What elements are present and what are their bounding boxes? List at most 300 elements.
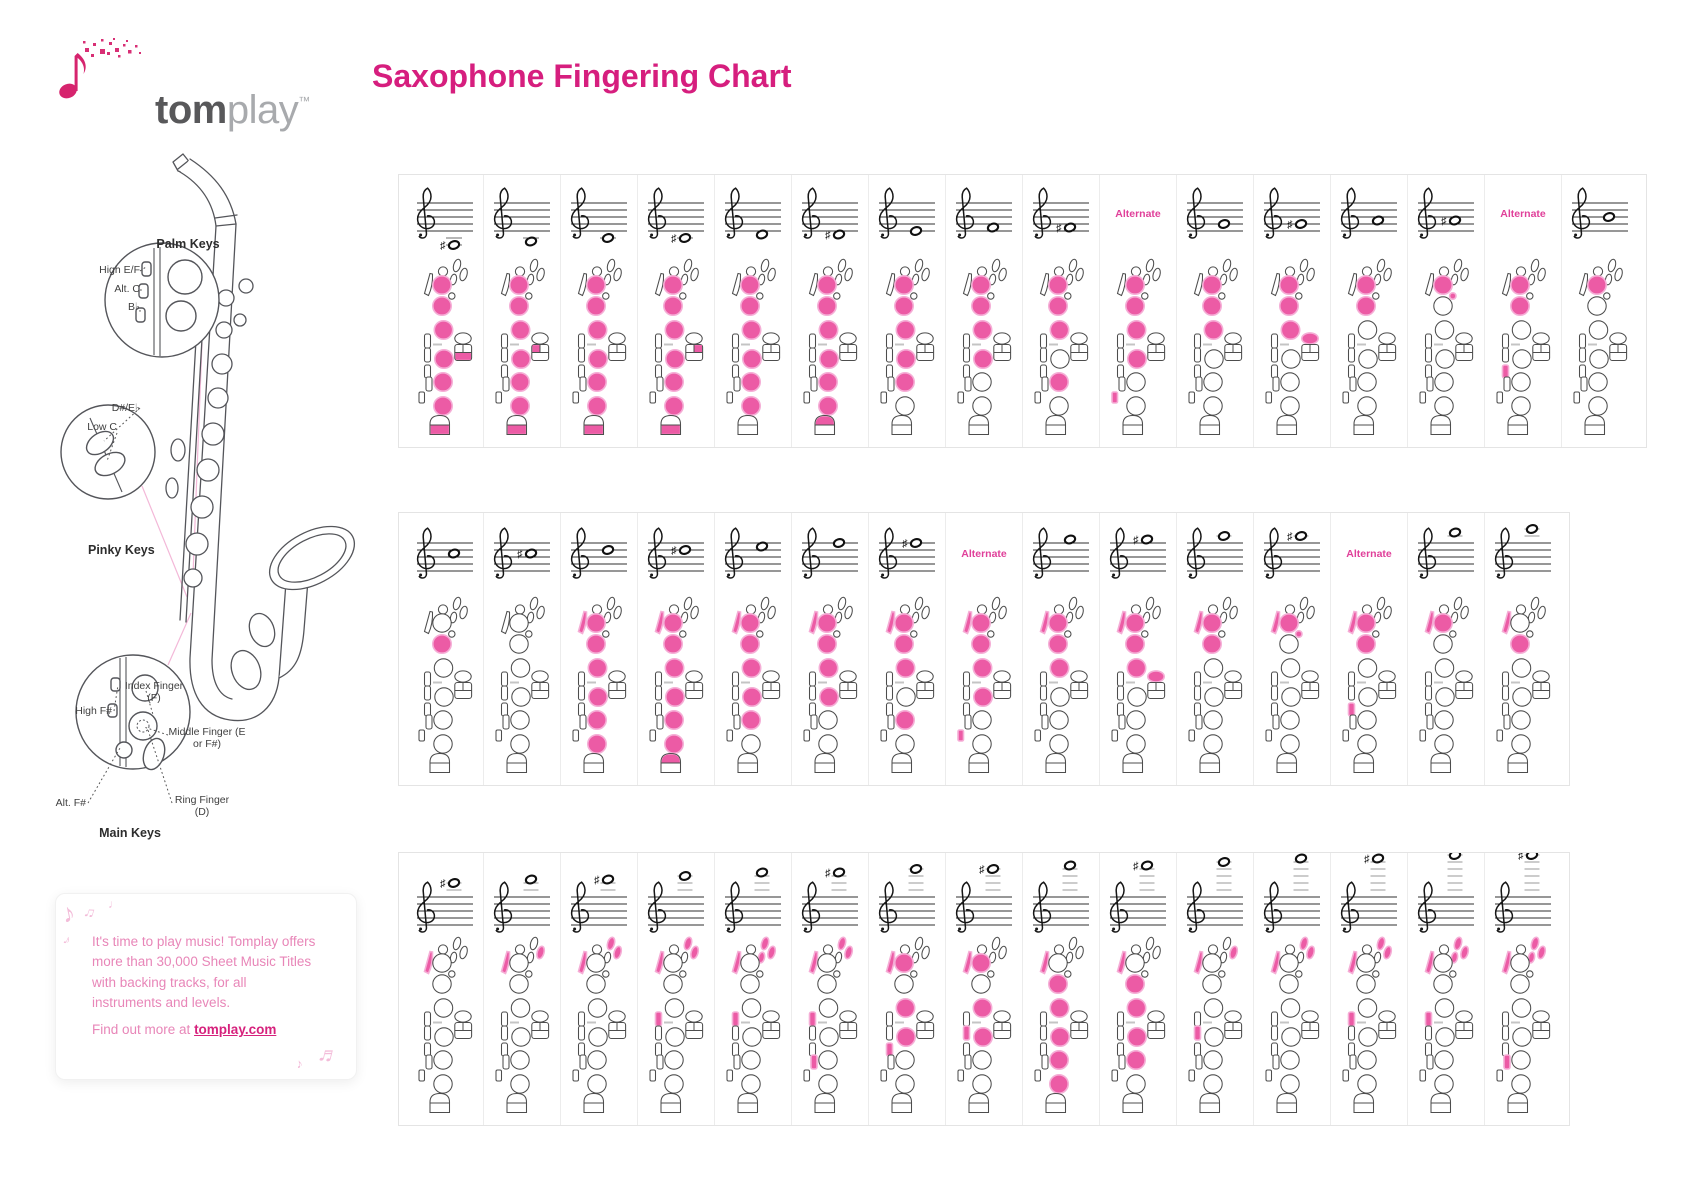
- right-middle-key: [1050, 711, 1068, 729]
- left-ring-key: [1050, 659, 1068, 677]
- gsharp-key: [609, 1011, 625, 1022]
- palm-eb-key: [914, 258, 924, 272]
- right-ring-key: [665, 735, 683, 753]
- label-alt-c: Alt. C: [114, 283, 140, 295]
- alt-fsharp-key: [1189, 392, 1195, 403]
- staff-note: [648, 528, 704, 578]
- octave-vent-key: [1362, 267, 1371, 276]
- left-index-key: [1280, 614, 1298, 632]
- left-index-key: [433, 614, 451, 632]
- palm-d-key: [1460, 605, 1470, 619]
- palm-d-key: [767, 945, 777, 959]
- staff-note: [571, 528, 627, 578]
- side-bb-key: [964, 703, 970, 716]
- side-e-key: [502, 672, 508, 686]
- side-c-key: [1272, 686, 1278, 700]
- staff-note: [725, 867, 781, 932]
- right-ring-key: [1127, 397, 1145, 415]
- side-e-key: [1503, 1012, 1509, 1026]
- octave-key: [1195, 952, 1203, 974]
- bis-key: [1142, 293, 1148, 299]
- staff-note: [725, 528, 781, 578]
- left-middle-key: [587, 975, 605, 993]
- bis-key: [526, 971, 532, 977]
- alt-fsharp-key: [881, 1070, 887, 1081]
- fingering-cell-As4-alt: [1484, 175, 1561, 447]
- palm-d-key: [1152, 267, 1162, 281]
- side-c-key: [579, 1026, 585, 1040]
- octave-vent-key: [977, 945, 986, 954]
- side-e-key: [425, 334, 431, 348]
- side-e-key: [1503, 672, 1509, 686]
- high-fsharp-key: [965, 1055, 971, 1069]
- left-index-key: [972, 276, 990, 294]
- left-ring-key: [896, 659, 914, 677]
- tomplay-logo: [55, 36, 310, 132]
- right-ring-key: [1281, 1075, 1299, 1093]
- palm-d-key: [1614, 267, 1624, 281]
- octave-vent-key: [592, 945, 601, 954]
- right-ring-key: [1358, 735, 1376, 753]
- alt-fsharp-key: [1420, 1070, 1426, 1081]
- side-e-key: [810, 1012, 816, 1026]
- left-ring-key: [511, 999, 529, 1017]
- logo-trademark: ™: [298, 94, 310, 108]
- svg-text:♯: ♯: [1364, 853, 1370, 866]
- staff-note: [1572, 188, 1628, 238]
- palm-eb-key: [1222, 936, 1232, 950]
- right-ring-key: [742, 397, 760, 415]
- gsharp-key: [686, 671, 702, 682]
- right-index-key: [1590, 350, 1608, 368]
- side-e-key: [579, 334, 585, 348]
- left-ring-key: [1204, 321, 1222, 339]
- fingering-cell-B5: [1407, 513, 1484, 785]
- staff-note: [1033, 860, 1089, 932]
- left-ring-key: [896, 999, 914, 1017]
- palm-d-key: [998, 605, 1008, 619]
- gsharp-key: [1533, 1011, 1549, 1022]
- octave-key: [502, 612, 510, 634]
- side-c-key: [964, 1026, 970, 1040]
- right-index-key: [512, 1028, 530, 1046]
- bis-key: [1065, 971, 1071, 977]
- left-index-key: [972, 954, 990, 972]
- octave-key: [656, 612, 664, 634]
- palm-d-key: [1306, 945, 1316, 959]
- left-index-key: [664, 954, 682, 972]
- svg-text:♯: ♯: [1287, 218, 1293, 231]
- side-c-key: [1118, 1026, 1124, 1040]
- low-c-pinky-key: [431, 425, 449, 434]
- gsharp-key: [455, 333, 471, 344]
- staff-note: [1341, 188, 1397, 238]
- side-e-key: [579, 1012, 585, 1026]
- right-middle-key: [1281, 711, 1299, 729]
- fingering-cell-As4: [1407, 175, 1484, 447]
- left-index-key: [741, 614, 759, 632]
- left-index-key: [1203, 614, 1221, 632]
- staff-note: [417, 528, 473, 578]
- palm-d-key: [613, 945, 623, 959]
- high-fsharp-key: [1504, 1055, 1510, 1069]
- octave-key: [425, 274, 433, 296]
- right-middle-key: [973, 711, 991, 729]
- side-c-key: [1195, 348, 1201, 362]
- alt-fsharp-key: [650, 1070, 656, 1081]
- fingering-cell-Ds7: [1484, 853, 1561, 1125]
- tomplay-link[interactable]: tomplay.com: [194, 1022, 277, 1037]
- left-index-key: [433, 276, 451, 294]
- fingering-cell-C4: [560, 175, 637, 447]
- side-c-key: [502, 1026, 508, 1040]
- left-middle-key: [664, 635, 682, 653]
- left-ring-key: [742, 999, 760, 1017]
- side-bb-key: [1041, 1043, 1047, 1056]
- octave-key: [1580, 274, 1588, 296]
- high-fsharp-key: [1350, 377, 1356, 391]
- side-e-key: [964, 672, 970, 686]
- octave-vent-key: [1208, 605, 1217, 614]
- staff-note: [417, 878, 473, 932]
- side-e-key: [1272, 334, 1278, 348]
- gsharp-key: [1302, 671, 1318, 682]
- right-ring-key: [896, 1075, 914, 1093]
- right-middle-key: [1512, 1051, 1530, 1069]
- right-ring-key: [665, 397, 683, 415]
- bis-key: [834, 631, 840, 637]
- left-middle-key: [1357, 635, 1375, 653]
- octave-vent-key: [515, 945, 524, 954]
- octave-key: [810, 952, 818, 974]
- low-bb-key: [455, 353, 471, 360]
- label-middle-finger: Middle Finger (E or F#): [168, 726, 246, 751]
- left-index-key: [1511, 276, 1529, 294]
- octave-key: [887, 612, 895, 634]
- left-middle-key: [510, 975, 528, 993]
- gsharp-key: [532, 1011, 548, 1022]
- fingering-cell-F6: [714, 853, 791, 1125]
- high-fsharp-key: [1042, 715, 1048, 729]
- right-ring-key: [742, 1075, 760, 1093]
- bis-key: [1219, 293, 1225, 299]
- octave-key: [425, 952, 433, 974]
- right-index-key: [1282, 350, 1300, 368]
- left-index-key: [1126, 276, 1144, 294]
- staff-note: [1110, 528, 1166, 578]
- palm-eb-key: [1222, 258, 1232, 272]
- palm-d-key: [690, 945, 700, 959]
- side-e-key: [425, 1012, 431, 1026]
- alt-fsharp-key: [727, 392, 733, 403]
- octave-vent-key: [438, 945, 447, 954]
- bis-key: [1065, 631, 1071, 637]
- octave-vent-key: [1516, 267, 1525, 276]
- palm-d-key: [459, 945, 469, 959]
- right-middle-key: [1127, 711, 1145, 729]
- palm-eb-key: [1145, 258, 1155, 272]
- palm-d-key: [536, 945, 546, 959]
- side-bb-key: [502, 365, 508, 378]
- bis-key: [1219, 631, 1225, 637]
- bis-key: [1527, 631, 1533, 637]
- label-ring-finger: Ring Finger (D): [174, 794, 230, 819]
- side-bb-key: [425, 1043, 431, 1056]
- svg-text:♯: ♯: [440, 239, 446, 252]
- palm-d-key: [921, 267, 931, 281]
- high-fsharp-key: [734, 377, 740, 391]
- alt-fsharp-key: [496, 392, 502, 403]
- octave-key: [887, 952, 895, 974]
- left-ring-key: [1358, 321, 1376, 339]
- palm-d-key: [998, 945, 1008, 959]
- gsharp-key: [1302, 1011, 1318, 1022]
- side-bb-key: [1272, 1043, 1278, 1056]
- octave-vent-key: [1516, 605, 1525, 614]
- palm-eb-key: [683, 596, 693, 610]
- palm-eb-key: [1530, 936, 1540, 950]
- palm-d-key: [459, 605, 469, 619]
- side-c-key: [1503, 686, 1509, 700]
- high-fsharp-key: [657, 1055, 663, 1069]
- fingering-cell-Fs4-alt: [1099, 175, 1176, 447]
- left-index-key: [1357, 276, 1375, 294]
- palm-d-key: [844, 945, 854, 959]
- right-middle-key: [1358, 1051, 1376, 1069]
- right-index-key: [666, 350, 684, 368]
- music-note-doodle-icon: ♪: [58, 896, 78, 930]
- alternate-label: Alternate: [961, 548, 1007, 560]
- right-ring-key: [1281, 735, 1299, 753]
- high-fsharp-key: [1273, 377, 1279, 391]
- alt-fsharp-key: [958, 392, 964, 403]
- octave-vent-key: [823, 267, 832, 276]
- octave-vent-key: [669, 605, 678, 614]
- bis-key: [1450, 293, 1456, 299]
- left-ring-key: [973, 321, 991, 339]
- fingering-cell-Cs7: [1330, 853, 1407, 1125]
- fingering-cell-C5: [407, 513, 483, 785]
- low-c-pinky-key: [508, 425, 526, 434]
- right-middle-key: [1281, 1051, 1299, 1069]
- octave-vent-key: [1054, 945, 1063, 954]
- label-main-keys: Main Keys: [99, 826, 161, 840]
- high-fsharp-key: [580, 1055, 586, 1069]
- high-fsharp-key: [888, 1055, 894, 1069]
- alt-fsharp-key: [958, 1070, 964, 1081]
- gsharp-key: [1456, 1011, 1472, 1022]
- side-bb-key: [656, 365, 662, 378]
- side-bb-key: [656, 1043, 662, 1056]
- fingering-cell-A6: [1022, 853, 1099, 1125]
- octave-key: [1272, 612, 1280, 634]
- staff-note: [956, 188, 1012, 238]
- palm-eb-key: [1145, 596, 1155, 610]
- right-index-key: [666, 688, 684, 706]
- high-fsharp-key: [1504, 715, 1510, 729]
- octave-key: [1272, 952, 1280, 974]
- fingering-cell-B6: [1176, 853, 1253, 1125]
- alternate-label: Alternate: [1500, 208, 1546, 220]
- left-ring-key: [1358, 659, 1376, 677]
- bis-key: [834, 971, 840, 977]
- left-index-key: [818, 954, 836, 972]
- music-note-doodle-icon: ♪: [61, 931, 74, 948]
- palm-eb-key: [529, 596, 539, 610]
- octave-vent-key: [1439, 605, 1448, 614]
- alt-fsharp-key: [1343, 392, 1349, 403]
- right-index-key: [1051, 350, 1069, 368]
- fingering-cell-Fs6: [791, 853, 868, 1125]
- side-c-key: [1118, 348, 1124, 362]
- alternate-label: Alternate: [1115, 208, 1161, 220]
- left-ring-key: [1435, 999, 1453, 1017]
- palm-d-key: [1075, 267, 1085, 281]
- side-e-key: [1349, 672, 1355, 686]
- alt-fsharp-key: [1497, 392, 1503, 403]
- side-bb-key: [1349, 365, 1355, 378]
- left-index-key: [510, 954, 528, 972]
- side-e-key: [733, 334, 739, 348]
- right-middle-key: [511, 711, 529, 729]
- palm-eb-key: [1376, 258, 1386, 272]
- palm-d-key: [1537, 605, 1547, 619]
- octave-vent-key: [900, 267, 909, 276]
- right-middle-key: [973, 373, 991, 391]
- palm-d-key: [1075, 605, 1085, 619]
- side-c-key: [1118, 686, 1124, 700]
- left-middle-key: [972, 297, 990, 315]
- high-fsharp-key: [503, 377, 509, 391]
- fingering-cell-E4: [868, 175, 945, 447]
- octave-key: [1118, 952, 1126, 974]
- left-ring-key: [819, 321, 837, 339]
- high-fsharp-key: [1427, 715, 1433, 729]
- fingering-cell-Gs5: [1099, 513, 1176, 785]
- left-middle-key: [741, 975, 759, 993]
- right-index-key: [666, 1028, 684, 1046]
- side-e-key: [733, 1012, 739, 1026]
- right-ring-key: [742, 735, 760, 753]
- label-palm-keys: Palm Keys: [156, 237, 220, 251]
- alt-fsharp-key: [1035, 1070, 1041, 1081]
- side-e-key: [656, 1012, 662, 1026]
- octave-vent-key: [746, 605, 755, 614]
- side-bb-key: [425, 703, 431, 716]
- left-ring-key: [1281, 659, 1299, 677]
- low-c-pinky-key: [585, 425, 603, 434]
- right-ring-key: [973, 735, 991, 753]
- staff-note: [1418, 853, 1474, 932]
- side-e-key: [887, 334, 893, 348]
- right-middle-key: [742, 711, 760, 729]
- alt-fsharp-key: [958, 730, 964, 741]
- gsharp-key: [1148, 671, 1164, 682]
- right-middle-key: [588, 711, 606, 729]
- right-middle-key: [1589, 373, 1607, 391]
- staff-note: [1418, 527, 1474, 578]
- gsharp-key: [1225, 333, 1241, 344]
- bis-key: [1142, 631, 1148, 637]
- right-middle-key: [665, 1051, 683, 1069]
- octave-key: [733, 274, 741, 296]
- staff-note: [494, 874, 550, 932]
- octave-key: [579, 952, 587, 974]
- staff-note: [1495, 853, 1551, 932]
- alt-fsharp-key: [419, 730, 425, 741]
- side-c-key: [1503, 1026, 1509, 1040]
- high-fsharp-key: [1427, 377, 1433, 391]
- side-c-key: [579, 348, 585, 362]
- octave-key: [1041, 274, 1049, 296]
- right-middle-key: [434, 1051, 452, 1069]
- right-ring-key: [1050, 397, 1068, 415]
- side-bb-key: [887, 1043, 893, 1056]
- side-e-key: [1503, 334, 1509, 348]
- side-c-key: [887, 1026, 893, 1040]
- gsharp-key: [840, 671, 856, 682]
- side-bb-key: [579, 365, 585, 378]
- octave-key: [502, 274, 510, 296]
- left-middle-key: [1434, 975, 1452, 993]
- left-middle-key: [1203, 297, 1221, 315]
- right-index-key: [589, 1028, 607, 1046]
- right-ring-key: [1204, 735, 1222, 753]
- side-c-key: [1580, 348, 1586, 362]
- side-c-key: [1195, 686, 1201, 700]
- octave-key: [887, 274, 895, 296]
- staff-note: [571, 874, 627, 932]
- left-middle-key: [1357, 297, 1375, 315]
- bis-key: [757, 631, 763, 637]
- octave-vent-key: [669, 267, 678, 276]
- music-note-doodle-icon: ♫: [81, 902, 98, 923]
- gsharp-key: [994, 1011, 1010, 1022]
- octave-key: [964, 612, 972, 634]
- right-index-key: [512, 688, 530, 706]
- side-e-key: [579, 672, 585, 686]
- left-ring-key: [1512, 999, 1530, 1017]
- palm-eb-key: [1453, 258, 1463, 272]
- staff-note: [1033, 188, 1089, 238]
- left-ring-key: [434, 321, 452, 339]
- gsharp-key: [1302, 333, 1318, 344]
- palm-eb-key: [452, 936, 462, 950]
- right-ring-key: [1358, 1075, 1376, 1093]
- right-index-key: [512, 350, 530, 368]
- high-fsharp-key: [1042, 1055, 1048, 1069]
- palm-eb-key: [452, 258, 462, 272]
- left-ring-key: [1127, 999, 1145, 1017]
- right-middle-key: [1358, 373, 1376, 391]
- left-middle-key: [1588, 297, 1606, 315]
- left-middle-key: [1049, 975, 1067, 993]
- right-ring-key: [896, 735, 914, 753]
- alt-fsharp-key: [1420, 730, 1426, 741]
- right-index-key: [743, 350, 761, 368]
- svg-text:♯: ♯: [979, 863, 985, 876]
- staff-note: [494, 528, 550, 578]
- side-c-key: [810, 348, 816, 362]
- left-middle-key: [510, 635, 528, 653]
- alt-fsharp-key: [1266, 730, 1272, 741]
- right-index-key: [1513, 1028, 1531, 1046]
- left-ring-key: [819, 659, 837, 677]
- logo-play: play: [226, 88, 299, 132]
- side-e-key: [656, 334, 662, 348]
- right-middle-key: [1358, 711, 1376, 729]
- bis-key: [1373, 971, 1379, 977]
